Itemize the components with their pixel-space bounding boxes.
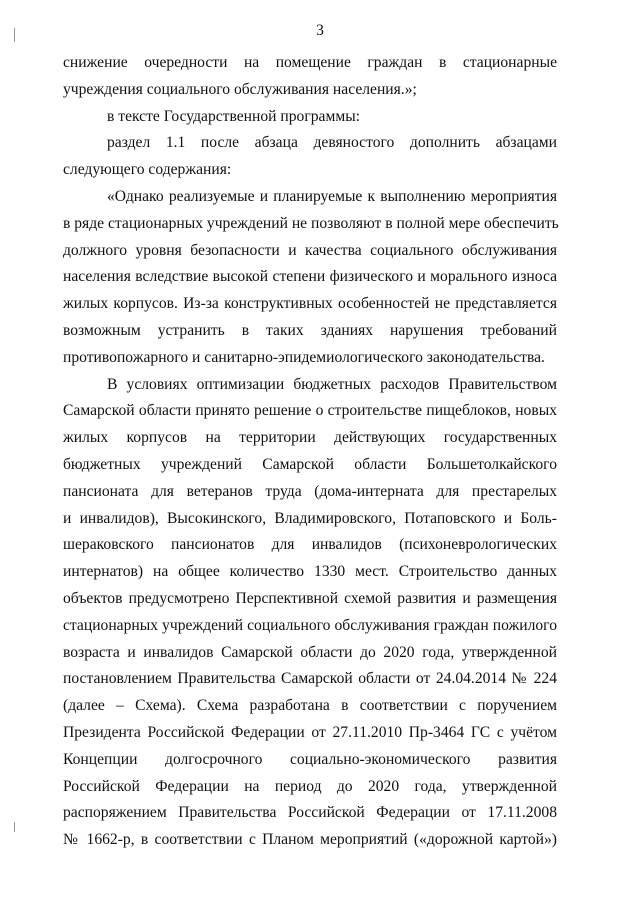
document-body	[63, 50, 557, 854]
text-line: бюджетных учреждений Самарской области Большетолкайского	[63, 455, 557, 473]
text-line: в тексте Государственной программы:	[107, 107, 361, 125]
text-line: жилых корпусов на территории действующих государственных	[63, 429, 557, 447]
text-line: должного уровня безопасности и качества социального обслуживания	[63, 241, 557, 259]
text-line: интернатов) на общее количество 1330 мест. Строительство данных	[63, 563, 557, 581]
text-line: населения вследствие высокой степени физического и морального износа	[63, 268, 557, 286]
text-line: следующего содержания:	[63, 161, 232, 179]
text-line: возраста и инвалидов Самарской области до 2020 года, утвержденной	[63, 643, 557, 661]
text-line: и инвалидов), Высокинского, Владимировского, Потаповского и Боль-	[63, 509, 557, 527]
text-line: раздел 1.1 после абзаца девяностого дополнить абзацами	[107, 134, 557, 152]
text-line: возможным устранить в таких зданиях нарушения требований	[63, 321, 557, 339]
page-number: 3	[316, 22, 324, 39]
scan-margin-mark	[14, 822, 15, 832]
text-line: В условиях оптимизации бюджетных расходов Правительством	[107, 375, 557, 393]
text-line: Концепции долгосрочного социально-экономического развития	[63, 750, 557, 768]
text-line: противопожарного и санитарно-эпидемиологического законодательства.	[63, 348, 545, 366]
text-line: снижение очередности на помещение граждан в стационарные	[63, 54, 557, 71]
text-line: распоряжением Правительства Российской Федерации от 17.11.2008	[63, 804, 557, 822]
text-line: Самарской области принято решение о строительстве пищеблоков, новых	[63, 402, 557, 420]
text-line: (далее – Схема). Схема разработана в соответствии с поручением	[63, 697, 557, 715]
text-line: стационарных учреждений социального обслуживания граждан пожилого	[63, 616, 557, 634]
text-line: жилых корпусов. Из-за конструктивных особенностей не представляется	[63, 295, 557, 313]
text-line: постановлением Правительства Самарской области от 24.04.2014 № 224	[63, 670, 557, 688]
text-line: учреждения социального обслуживания населения.»;	[63, 80, 417, 98]
text-line: пансионата для ветеранов труда (дома-интерната для престарелых	[63, 482, 557, 500]
text-line: шераковского пансионатов для инвалидов (психоневрологических	[63, 536, 557, 554]
text-line: № 1662-р, в соответствии с Планом мероприятий («дорожной картой»)	[63, 831, 557, 849]
text-line: в ряде стационарных учреждений не позволяют в полной мере обеспечить	[63, 214, 559, 232]
text-line: Российской Федерации на период до 2020 года, утвержденной	[63, 777, 557, 795]
text-line: «Однако реализуемые и планируемые к выполнению мероприятия	[107, 187, 557, 205]
text-line: объектов предусмотрено Перспективной схемой развития и размещения	[63, 589, 557, 607]
text-line: Президента Российской Федерации от 27.11.2010 Пр-3464 ГС с учётом	[63, 723, 557, 741]
